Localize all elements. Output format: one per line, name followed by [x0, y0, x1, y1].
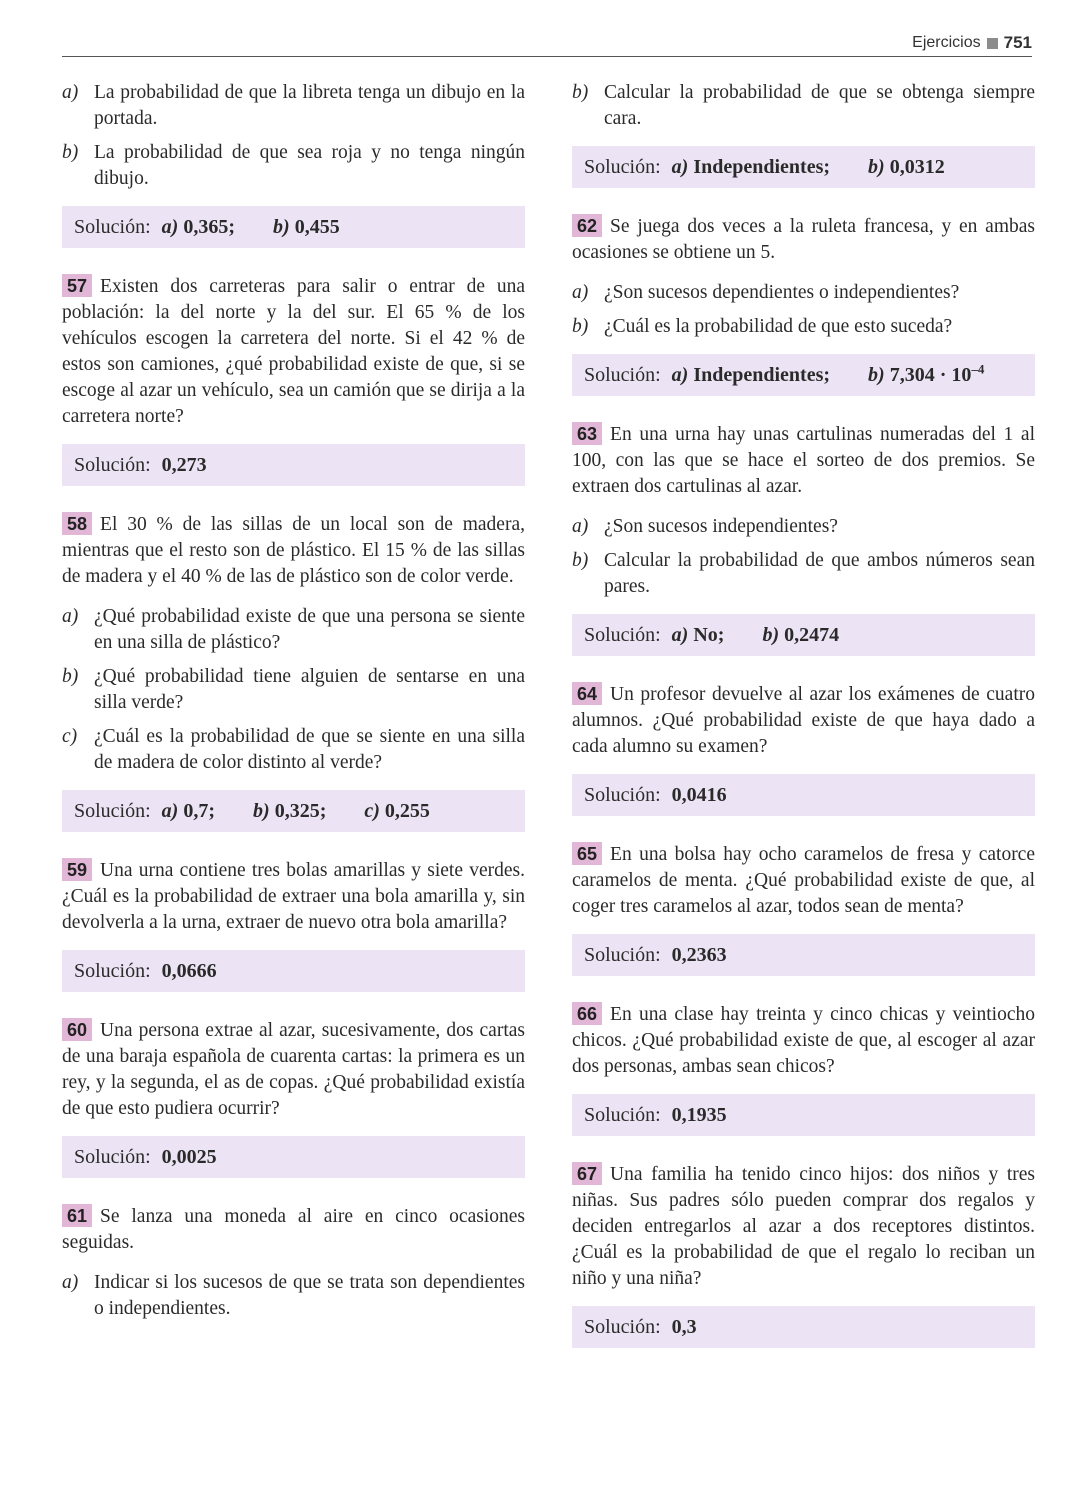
solution-box: Solución: 0,273: [62, 444, 525, 486]
section-title: Ejercicios: [912, 34, 981, 51]
solution-box: Solución: a) Independientes; b) 0,0312: [572, 146, 1035, 188]
list-item: a) ¿Son sucesos dependientes o independientes?: [572, 282, 960, 303]
page-header: [912, 33, 1032, 53]
exercise-number: 63: [572, 422, 602, 445]
solution-box: Solución: 0,0666: [62, 950, 525, 992]
solution-box: Solución: 0,2363: [572, 934, 1035, 976]
exercise-60: 60 Una persona extrae al azar, sucesivamente, dos cartas de una baraja española de cuarenta cartas: la primera es un rey, y la segunda, el as de copas. ¿Qué probabilidad existía de que esto pudiera ocurrir?: [62, 1020, 525, 1119]
exercise-number: 57: [62, 274, 92, 297]
list-item: b) Calcular la probabilidad de que se obtenga siempre cara.: [572, 82, 1035, 129]
exercise-63: 63 En una urna hay unas cartulinas numeradas del 1 al 100, con las que se hace el sorteo de dos premios. Se extraen dos cartulinas al azar.: [572, 424, 1035, 497]
list-item: b) ¿Cuál es la probabilidad de que esto suceda?: [572, 316, 953, 337]
header-rule: [62, 56, 1032, 57]
square-bullet-icon: [987, 38, 998, 49]
exercise-58: 58 El 30 % de las sillas de un local son de madera, mientras que el resto son de plástico. El 15 % de las sillas de madera y el 40 % de las de plástico son de color verde.: [62, 514, 525, 587]
list-item: b) Calcular la probabilidad de que ambos números sean pares.: [572, 550, 1035, 597]
solution-box: Solución: a) No; b) 0,2474: [572, 614, 1035, 656]
exercise-number: 58: [62, 512, 92, 535]
exercise-number: 66: [572, 1002, 602, 1025]
exercise-62: 62 Se juega dos veces a la ruleta francesa, y en ambas ocasiones se obtiene un 5.: [572, 216, 1035, 263]
right-column: [572, 80, 1035, 1374]
list-item: a) Indicar si los sucesos de que se trata son dependientes o independientes.: [62, 1272, 525, 1319]
solution-box: Solución: 0,1935: [572, 1094, 1035, 1136]
exercise-number: 61: [62, 1204, 92, 1227]
exercise-number: 64: [572, 682, 602, 705]
list-item: a) ¿Qué probabilidad existe de que una persona se siente en una silla de plástico?: [62, 606, 525, 653]
exercise-67: 67 Una familia ha tenido cinco hijos: dos niños y tres niñas. Sus padres sólo pueden comprar dos regalos y deciden entregarlos al azar a dos receptores distintos. ¿Cuál es la probabilidad de que el regalo lo reciban un niño y una niña?: [572, 1164, 1035, 1289]
solution-box: Solución: a) 0,365; b) 0,455: [62, 206, 525, 248]
solution-box: Solución: 0,3: [572, 1306, 1035, 1348]
exercise-number: 65: [572, 842, 602, 865]
exercise-59: 59 Una urna contiene tres bolas amarillas y siete verdes. ¿Cuál es la probabilidad de extraer una bola amarilla y, sin devolverla a la urna, extraer de nuevo otra bola amarilla?: [62, 860, 525, 933]
exercise-65: 65 En una bolsa hay ocho caramelos de fresa y catorce caramelos de menta. ¿Qué probabilidad existe de que, al coger tres caramelos al azar, todos sean de menta?: [572, 844, 1035, 917]
list-item: a) ¿Son sucesos independientes?: [572, 516, 838, 537]
exercise-number: 62: [572, 214, 602, 237]
list-item: b) ¿Qué probabilidad tiene alguien de sentarse en una silla verde?: [62, 666, 525, 713]
list-item: c) ¿Cuál es la probabilidad de que se siente en una silla de madera de color distinto al verde?: [62, 726, 525, 773]
solution-box: Solución: a) 0,7; b) 0,325; c) 0,255: [62, 790, 525, 832]
solution-box: Solución: 0,0416: [572, 774, 1035, 816]
exercise-64: 64 Un profesor devuelve al azar los exámenes de cuatro alumnos. ¿Qué probabilidad existe de que haya dado a cada alumno su examen?: [572, 684, 1035, 757]
exercise-66: 66 En una clase hay treinta y cinco chicas y veintiocho chicos. ¿Qué probabilidad existe de que, al escoger al azar dos personas, ambas sean chicos?: [572, 1004, 1035, 1077]
list-item: b) La probabilidad de que sea roja y no tenga ningún dibujo.: [62, 142, 525, 189]
page-number: 751: [1003, 33, 1032, 52]
solution-box: Solución: 0,0025: [62, 1136, 525, 1178]
exercise-61: 61 Se lanza una moneda al aire en cinco ocasiones seguidas.: [62, 1206, 525, 1253]
exercise-number: 59: [62, 858, 92, 881]
list-item: a) La probabilidad de que la libreta tenga un dibujo en la portada.: [62, 82, 525, 129]
exercise-number: 60: [62, 1018, 92, 1041]
exercise-number: 67: [572, 1162, 602, 1185]
solution-box: Solución: a) Independientes; b) $7,304 \cdot 10^{-4}$: [572, 354, 1035, 396]
exercise-57: 57 Existen dos carreteras para salir o entrar de una población: la del norte y la del sur. El 65 % de los vehículos escogen la carretera del norte. Si el 42 % de estos son camiones, ¿qué probabilidad existe de que, si se escoge al azar un vehículo, sea un camión que se dirija a la carretera norte?: [62, 276, 525, 427]
left-column: [62, 80, 525, 1330]
